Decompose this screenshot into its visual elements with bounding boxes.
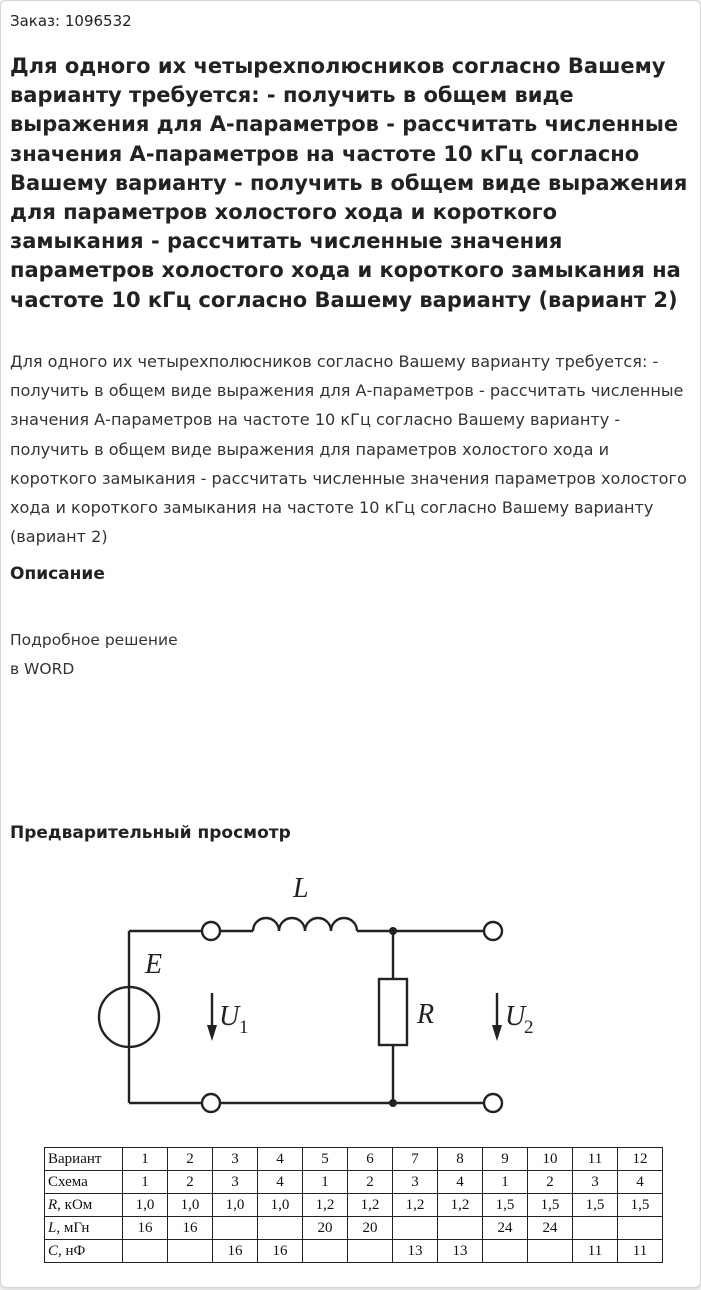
table-cell: 13 — [393, 1240, 438, 1263]
table-cell: 24 — [528, 1217, 573, 1240]
description-heading: Описание — [10, 564, 105, 584]
table-cell: 1,2 — [393, 1194, 438, 1217]
table-cell: 3 — [213, 1171, 258, 1194]
table-row — [45, 1240, 663, 1263]
table-cell: 1 — [303, 1171, 348, 1194]
description-body — [10, 626, 178, 684]
table-cell: 1,2 — [303, 1194, 348, 1217]
row-header — [45, 1217, 123, 1240]
table-cell: 5 — [303, 1148, 348, 1171]
table-cell — [618, 1217, 663, 1240]
resistor — [379, 979, 407, 1045]
table-cell — [393, 1217, 438, 1240]
terminal — [202, 1094, 220, 1112]
table-cell — [213, 1217, 258, 1240]
table-row — [45, 1148, 663, 1171]
description-line: Подробное решение — [10, 631, 178, 649]
table-cell: 1,0 — [213, 1194, 258, 1217]
unit-nf: , нФ — [58, 1242, 86, 1259]
table-cell — [573, 1217, 618, 1240]
table-cell: 20 — [303, 1217, 348, 1240]
table-cell — [168, 1240, 213, 1263]
table-cell: 2 — [528, 1171, 573, 1194]
table-cell: 10 — [528, 1148, 573, 1171]
row-header — [45, 1240, 123, 1263]
label-l: L — [293, 873, 309, 904]
table-cell: 1 — [123, 1171, 168, 1194]
label-e: E — [145, 949, 163, 980]
table-cell: 20 — [348, 1217, 393, 1240]
table-cell: 2 — [168, 1148, 213, 1171]
table-cell: 1 — [123, 1148, 168, 1171]
task-text: Для одного их четырехполюсников согласно Вашему варианту требуется: - получить в общем виде выражения для А-параметров - рассчитать численные значения А-параметров на частоте 10 кГц согласно Вашему варианту - получить в общем виде выражения для параметров холостого хода и короткого замыкания - рассчитать численные значения параметров холостого хода и короткого замыкания на частоте 10 кГц согласно Вашему варианту (вариант 2) — [10, 352, 687, 547]
table-cell: 11 — [573, 1148, 618, 1171]
table-row — [45, 1217, 663, 1240]
terminal — [484, 922, 502, 940]
table-cell — [348, 1240, 393, 1263]
table-cell: 1,0 — [123, 1194, 168, 1217]
table-cell: 4 — [618, 1171, 663, 1194]
table-cell: 1 — [483, 1171, 528, 1194]
preview-image — [31, 863, 671, 1273]
table-cell: 1,5 — [528, 1194, 573, 1217]
label-u2-sub: 2 — [524, 1017, 534, 1038]
table-cell: 13 — [438, 1240, 483, 1263]
table-cell: 9 — [483, 1148, 528, 1171]
table-cell: 3 — [573, 1171, 618, 1194]
table-cell: 1,2 — [438, 1194, 483, 1217]
table-cell: 2 — [168, 1171, 213, 1194]
row-header — [45, 1194, 123, 1217]
table-cell — [123, 1240, 168, 1263]
order-number: Заказ: 1096532 — [10, 12, 132, 30]
unit-mh: , мГн — [56, 1219, 90, 1236]
table-cell: 11 — [618, 1240, 663, 1263]
table-cell: 1,0 — [258, 1194, 303, 1217]
terminal — [484, 1094, 502, 1112]
parameters-table — [44, 1147, 663, 1263]
table-cell: 6 — [348, 1148, 393, 1171]
junction — [389, 927, 397, 935]
terminal — [202, 922, 220, 940]
table-cell: 7 — [393, 1148, 438, 1171]
symbol-c: C — [48, 1242, 59, 1259]
row-header: Вариант — [45, 1148, 123, 1171]
label-u1-sub: 1 — [239, 1017, 249, 1038]
preview-heading: Предварительный просмотр — [10, 823, 291, 843]
table-cell: 8 — [438, 1148, 483, 1171]
symbol-l: L — [48, 1219, 57, 1236]
table-cell: 24 — [483, 1217, 528, 1240]
table-cell: 1,2 — [348, 1194, 393, 1217]
table-cell: 1,0 — [168, 1194, 213, 1217]
label-u1: U — [219, 1001, 240, 1032]
table-cell — [258, 1217, 303, 1240]
table-row — [45, 1171, 663, 1194]
symbol-r: R — [48, 1196, 58, 1213]
circuit-diagram — [31, 863, 671, 1143]
table-cell: 4 — [258, 1148, 303, 1171]
table-cell: 3 — [393, 1171, 438, 1194]
table-cell: 11 — [573, 1240, 618, 1263]
table-cell: 16 — [213, 1240, 258, 1263]
table-cell — [483, 1240, 528, 1263]
table-row — [45, 1194, 663, 1217]
table-cell: 16 — [123, 1217, 168, 1240]
unit-kohm: , кОм — [57, 1196, 93, 1213]
table-cell — [303, 1240, 348, 1263]
junction — [389, 1099, 397, 1107]
description-line: в WORD — [10, 660, 75, 678]
arrow-head — [207, 1025, 217, 1041]
label-u2: U — [505, 1001, 526, 1032]
table-cell: 3 — [213, 1148, 258, 1171]
table-cell: 16 — [258, 1240, 303, 1263]
table-cell: 16 — [168, 1217, 213, 1240]
table-cell: 1,5 — [618, 1194, 663, 1217]
row-header: Схема — [45, 1171, 123, 1194]
table-cell — [528, 1240, 573, 1263]
table-cell: 1,5 — [573, 1194, 618, 1217]
table-cell — [438, 1217, 483, 1240]
arrow-head — [492, 1025, 502, 1041]
page-title: Для одного их четырехполюсников согласно Вашему варианту требуется: - получить в общем виде выражения для А-параметров - рассчитать численные значения А-параметров на частоте 10 кГц согласно Вашему варианту - получить в общем виде выражения для параметров холостого хода и короткого замыкания - рассчитать численные значения параметров холостого хода и короткого замыкания на частоте 10 кГц согласно Вашему варианту (вариант 2) — [10, 54, 688, 312]
table-cell: 4 — [258, 1171, 303, 1194]
table-cell: 1,5 — [483, 1194, 528, 1217]
label-r: R — [417, 999, 435, 1030]
table-cell: 12 — [618, 1148, 663, 1171]
table-cell: 4 — [438, 1171, 483, 1194]
inductor-coil — [253, 918, 357, 931]
table-cell: 2 — [348, 1171, 393, 1194]
